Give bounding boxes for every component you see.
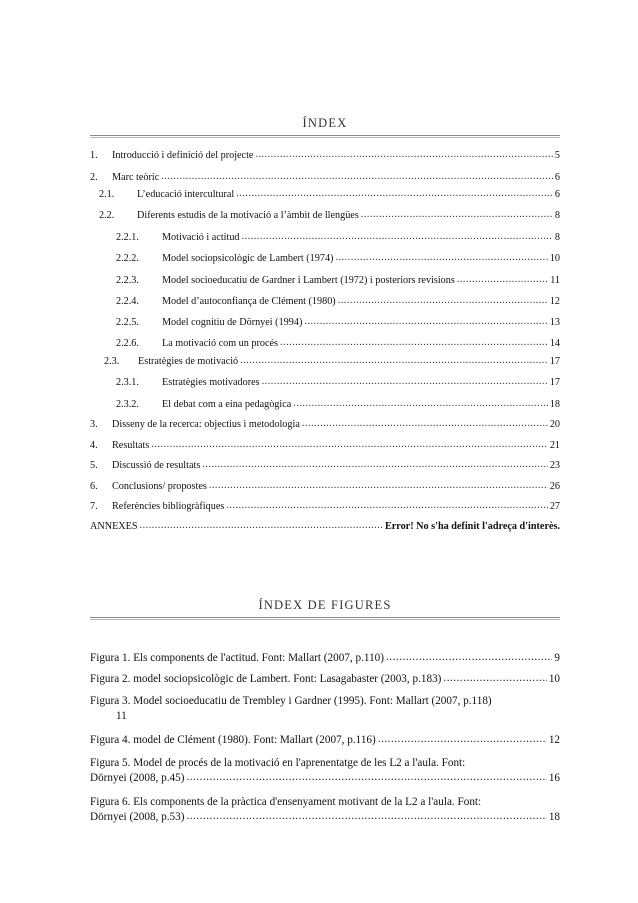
dot-leader <box>335 252 547 264</box>
dot-leader <box>186 770 546 785</box>
toc-entry-page: 20 <box>549 419 560 430</box>
dot-leader <box>255 149 552 161</box>
toc-entry-number: 2.2.3. <box>116 275 139 286</box>
dot-leader <box>262 376 548 388</box>
toc-entry[interactable] <box>90 440 560 452</box>
figure-entry[interactable] <box>90 672 560 687</box>
toc-entry-number: 5. <box>90 460 98 471</box>
toc-entry[interactable] <box>116 253 560 265</box>
dot-leader <box>242 231 553 243</box>
dot-leader <box>457 274 548 286</box>
dot-leader <box>280 337 548 349</box>
toc-entry[interactable] <box>90 172 560 184</box>
toc-entry[interactable] <box>90 501 560 513</box>
figure-entry-page: 9 <box>554 652 560 664</box>
toc-entry-title: Model d’autoconfiança de Clément (1980) <box>162 296 336 307</box>
figure-entry-title: Figura 1. Els components de l'actitud. Font: Mallart (2007, p.110) <box>90 652 384 664</box>
dot-leader <box>443 671 546 686</box>
toc-entry-page: 14 <box>549 338 560 349</box>
dot-leader <box>161 171 553 183</box>
toc-entry-title: Model cognitiu de Dörnyei (1994) <box>162 317 303 328</box>
toc-entry-title: Discussió de resultats <box>112 460 201 471</box>
toc-entry-title: L’educació intercultural <box>137 189 235 200</box>
figure-entry-title: Figura 4. model de Clément (1980). Font: Mallart (2007, p.116) <box>90 734 376 746</box>
toc-entry-page: 6 <box>554 172 560 183</box>
toc-entry[interactable] <box>90 150 560 162</box>
toc-entry-title: Estratègies motivadores <box>162 377 260 388</box>
toc-entry[interactable] <box>116 232 560 244</box>
dot-leader <box>378 732 547 747</box>
toc-entry-number: 2.3. <box>104 356 120 367</box>
dot-leader <box>240 355 548 367</box>
dot-leader <box>209 480 548 492</box>
toc-entry[interactable] <box>104 356 560 368</box>
dot-leader <box>293 398 548 410</box>
dot-leader <box>304 316 547 328</box>
toc-entry-title: Resultats <box>112 440 150 451</box>
toc-entry-title: Referències bibliogràfiques <box>112 501 225 512</box>
toc-entry-page: 10 <box>549 253 560 264</box>
toc-entry[interactable] <box>116 317 560 329</box>
toc-entry-number: 2.2.1. <box>116 232 139 243</box>
figures-heading: ÍNDEX DE FIGURES <box>258 598 392 612</box>
dot-leader <box>226 500 548 512</box>
toc-entry[interactable] <box>116 296 560 308</box>
dot-leader <box>202 459 548 471</box>
toc-entry[interactable] <box>99 210 560 222</box>
toc-entry-page: 18 <box>549 399 560 410</box>
figure-entry-page: 11 <box>116 710 127 722</box>
toc-entry-page: 13 <box>549 317 560 328</box>
toc-entry-error: Error! No s'ha definit l'adreça d'interès. <box>384 521 560 532</box>
figure-entry[interactable] <box>90 756 560 786</box>
toc-entry-number: 3. <box>90 419 98 430</box>
toc-entry-number: 2. <box>90 172 98 183</box>
toc-entry-page: 17 <box>549 377 560 388</box>
toc-entry-title: La motivació com un procés <box>162 338 278 349</box>
toc-entry-title: Model socioeducatiu de Gardner i Lambert (1972) i posteriors revisions <box>162 275 455 286</box>
toc-entry[interactable] <box>116 399 560 411</box>
dot-leader <box>302 418 548 430</box>
toc-entry-title: ANNEXES <box>90 521 138 532</box>
figure-entry[interactable] <box>90 795 560 825</box>
figure-entry[interactable] <box>90 651 560 666</box>
toc-entry-title: Estratègies de motivació <box>138 356 239 367</box>
toc-entry-page: 17 <box>549 356 560 367</box>
figure-entry-page: 18 <box>548 811 560 823</box>
toc-entry-page: 27 <box>549 501 560 512</box>
toc-entry-title: El debat com a eina pedagògica <box>162 399 292 410</box>
toc-entry-number: 6. <box>90 481 98 492</box>
toc-entry-page: 6 <box>554 189 560 200</box>
toc-entry-title: Marc teòric <box>112 172 160 183</box>
toc-entry-number: 2.1. <box>99 189 115 200</box>
figure-entry-page: 16 <box>548 772 560 784</box>
toc-entry-annexes[interactable] <box>90 521 560 533</box>
figure-entry-page: 10 <box>548 673 560 685</box>
toc-entry-page: 8 <box>554 210 560 221</box>
toc-entry-page: 11 <box>550 275 560 286</box>
dot-leader <box>186 809 546 824</box>
figure-entry-title-cont: Dörnyei (2008, p.45) <box>90 772 185 784</box>
toc-entry[interactable] <box>90 481 560 493</box>
toc-entry-number: 2.2.5. <box>116 317 139 328</box>
figure-entry-title: Figura 3. Model socioeducatiu de Trembley i Gardner (1995). Font: Mallart (2007, p.118) <box>90 695 492 707</box>
toc-entry[interactable] <box>116 338 560 350</box>
toc-entry-page: 5 <box>554 150 560 161</box>
toc-entry-title: Disseny de la recerca: objectius i metodologia <box>112 419 300 430</box>
toc-entry-title: Diferents estudis de la motivació a l’àmbit de llengües <box>137 210 359 221</box>
toc-entry[interactable] <box>116 275 560 287</box>
dot-leader <box>140 520 383 532</box>
figure-entry-page: 12 <box>548 734 560 746</box>
toc-entry-number: 7. <box>90 501 98 512</box>
toc-entry-number: 2.2.6. <box>116 338 139 349</box>
toc-entry[interactable] <box>90 460 560 472</box>
toc-entry-title: Introducció i definició del projecte <box>112 150 254 161</box>
toc-entry-number: 2.3.1. <box>116 377 139 388</box>
dot-leader <box>151 439 547 451</box>
toc-entry-page: 26 <box>549 481 560 492</box>
toc-entry-page: 12 <box>549 296 560 307</box>
figure-entry-title: Figura 2. model sociopsicològic de Lambert. Font: Lasagabaster (2003, p.183) <box>90 673 442 685</box>
dot-leader <box>338 295 548 307</box>
figure-entry-title-cont: Dörnyei (2008, p.53) <box>90 811 185 823</box>
toc-entry-title: Model sociopsicològic de Lambert (1974) <box>162 253 334 264</box>
toc-entry[interactable] <box>90 419 560 431</box>
toc-entry[interactable] <box>99 189 560 201</box>
toc-entry-page: 21 <box>549 440 560 451</box>
dot-leader <box>236 188 553 200</box>
figure-entry-title: Figura 5. Model de procés de la motivació en l'aprenentatge de les L2 a l'aula. Font: <box>90 757 466 769</box>
toc-entry-number: 2.2. <box>99 210 115 221</box>
toc-entry-number: 2.3.2. <box>116 399 139 410</box>
toc-entry-title: Motivació i actitud <box>162 232 240 243</box>
toc-entry-page: 23 <box>549 460 560 471</box>
index-heading: ÍNDEX <box>302 116 348 130</box>
figures-heading-rule <box>90 617 560 620</box>
index-heading-rule <box>90 135 560 138</box>
toc-entry-number: 2.2.4. <box>116 296 139 307</box>
toc-entry-page: 8 <box>554 232 560 243</box>
toc-entry-number: 4. <box>90 440 98 451</box>
toc-entry-title: Conclusions/ propostes <box>112 481 207 492</box>
dot-leader <box>386 650 552 665</box>
figure-entry[interactable] <box>90 733 560 748</box>
dot-leader <box>361 209 553 221</box>
toc-entry-number: 1. <box>90 150 98 161</box>
figure-entry-title: Figura 6. Els components de la pràctica d'ensenyament motivant de la L2 a l'aula. Font: <box>90 796 482 808</box>
toc-entry[interactable] <box>116 377 560 389</box>
toc-entry-number: 2.2.2. <box>116 253 139 264</box>
figure-entry[interactable] <box>90 694 560 724</box>
